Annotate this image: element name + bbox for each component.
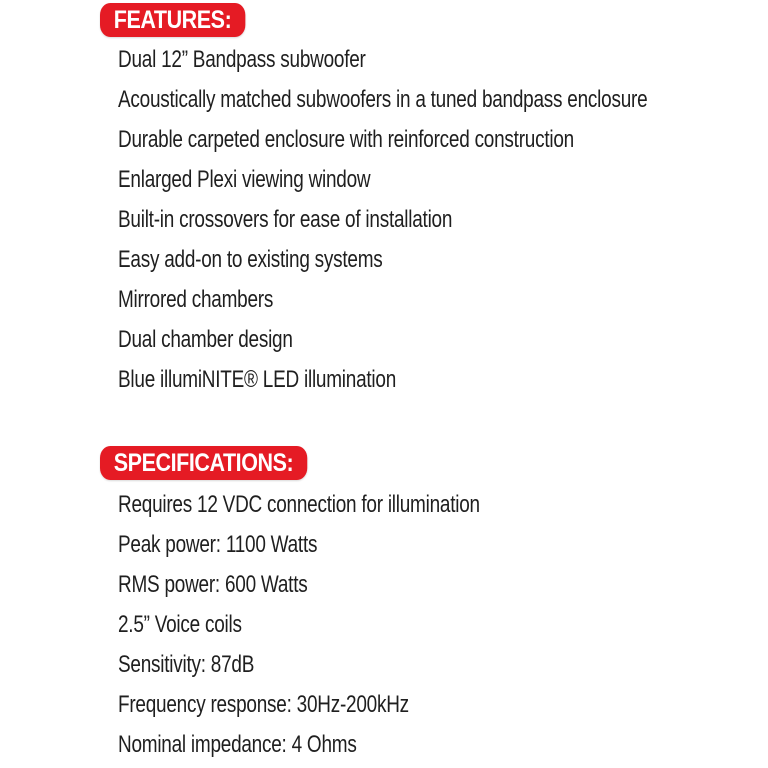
specification-item: Peak power: 1100 Watts: [118, 531, 318, 558]
feature-item: Blue illumiNITE® LED illumination: [118, 366, 397, 393]
feature-item: Built-in crossovers for ease of installation: [118, 206, 453, 233]
features-section: [100, 3, 740, 400]
feature-item: Acoustically matched subwoofers in a tuned bandpass enclosure: [118, 86, 648, 113]
specifications-list: [100, 485, 740, 765]
specification-item: Sensitivity: 87dB: [118, 651, 255, 678]
features-list: [100, 40, 740, 400]
features-heading-badge: FEATURES:: [100, 3, 245, 37]
feature-item: Mirrored chambers: [118, 286, 274, 313]
specification-item: Frequency response: 30Hz-200kHz: [118, 691, 409, 718]
specifications-section: [100, 446, 740, 765]
feature-item: Dual chamber design: [118, 326, 293, 353]
specification-item: Requires 12 VDC connection for illumination: [118, 491, 480, 518]
feature-item: Easy add-on to existing systems: [118, 246, 383, 273]
feature-item: Durable carpeted enclosure with reinforced construction: [118, 126, 574, 153]
specification-item: 2.5” Voice coils: [118, 611, 242, 638]
specifications-heading-badge: SPECIFICATIONS:: [100, 446, 307, 480]
specification-item: RMS power: 600 Watts: [118, 571, 308, 598]
feature-item: Enlarged Plexi viewing window: [118, 166, 371, 193]
feature-item: Dual 12” Bandpass subwoofer: [118, 46, 366, 73]
specification-item: Nominal impedance: 4 Ohms: [118, 731, 357, 758]
